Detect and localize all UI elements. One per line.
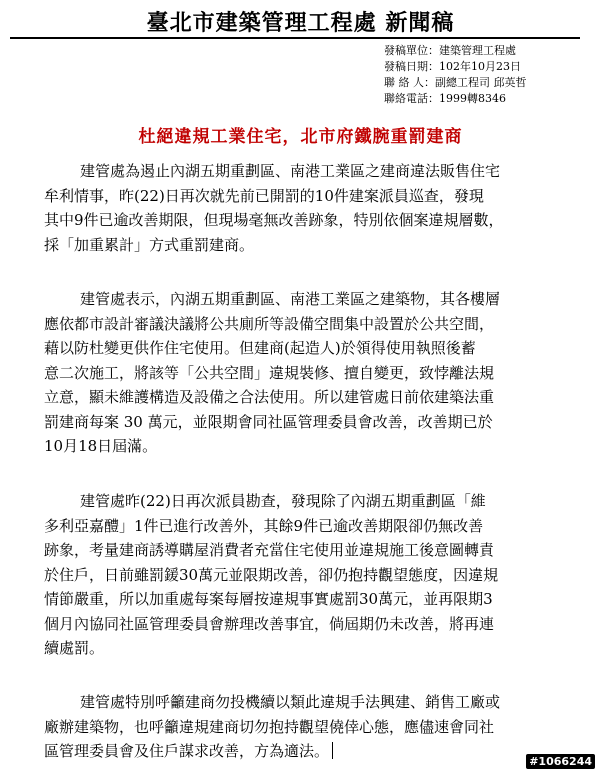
paragraph-3 [44,489,564,661]
paragraph-line: 於住戶，日前雖罰鍰30萬元並限期改善，卻仍抱持觀望態度，因違規 [44,565,499,584]
paragraph-line: 立意，顯未維護構造及設備之合法使用。所以建管處日前依建築法重 [44,388,495,406]
paragraph-line: 多利亞嘉醴」1件已進行改善外，其餘9件已逾改善期限卻仍無改善 [44,516,484,535]
paragraph-line: 廠辦建築物，也呼籲違規建商切勿抱持觀望僥倖心態，應儘速會同社 [44,717,495,736]
paragraph-line: 罰建商每案 30 萬元，並限期會同社區管理委員會改善，改善期已於 [44,412,493,431]
paragraph-line: 個月內協同社區管理委員會辦理改善事宜，倘屆期仍未改善，將再連 [44,614,495,633]
paragraph-line: 跡象，考量建商誘導購屋消費者充當住宅使用並違規施工後意圖轉責 [44,541,495,559]
paragraph-line: 建管處昨(22)日再次派員勘查，發現除了內湖五期重劃區「維 [80,492,486,510]
meta-issuing-unit: 發稿單位：建築管理工程處 [384,44,516,57]
headline: 杜絕違規工業住宅，北市府鐵腕重罰建商 [138,127,463,147]
paragraph-line: 意二次施工，將該等「公共空間」違規裝修、擅自變更，致悖離法規 [44,363,495,382]
text-cursor [332,742,333,759]
paragraph-line: 其中9件已逾改善期限，但現場毫無改善跡象，特別依個案違規層數， [44,211,504,229]
paragraph-line: 應依都市設計審議決議將公共廁所等設備空間集中設置於公共空間， [44,314,495,333]
meta-contact-phone: 聯絡電話：1999轉8346 [384,92,506,105]
paragraph-line-text: 區管理委員會及住戶謀求改善，方為適法。 [44,742,330,760]
paragraph-line: 建管處特別呼籲建商勿投機續以類此違規手法興建、銷售工廠或 [80,693,501,711]
paragraph-line: 牟利情事，昨(22)日再次就先前已開罰的10件建案派員巡查，發現 [44,186,484,205]
paragraph-line: 10月18日屆滿。 [44,437,158,455]
paragraph-2 [44,287,564,459]
paragraph-4 [44,690,564,764]
paragraph-last-line [44,739,564,764]
meta-issue-date: 發稿日期：102年10月23日 [384,60,521,73]
page-title: 臺北市建築管理工程處 新聞稿 [146,10,455,36]
paragraph-line: 續處罰。 [44,639,105,657]
press-release-meta [384,43,527,107]
title-divider [10,37,580,39]
document-id-watermark: #1066244 [526,754,595,769]
paragraph-1 [44,159,564,257]
paragraph-line: 藉以防杜變更供作住宅使用。但建商(起造人)於領得使用執照後蓄 [44,339,476,357]
paragraph-line: 情節嚴重，所以加重處每案每層按違規事實處罰30萬元，並再限期3 [44,590,493,608]
paragraph-line: 建管處表示，內湖五期重劃區、南港工業區之建築物，其各樓層 [80,290,501,308]
meta-contact-person: 聯 絡 人：副總工程司 邱英哲 [384,76,527,89]
paragraph-line: 建管處為遏止內湖五期重劃區、南港工業區之建商違法販售住宅 [80,162,501,180]
paragraph-line: 採「加重累計」方式重罰建商。 [44,235,255,254]
